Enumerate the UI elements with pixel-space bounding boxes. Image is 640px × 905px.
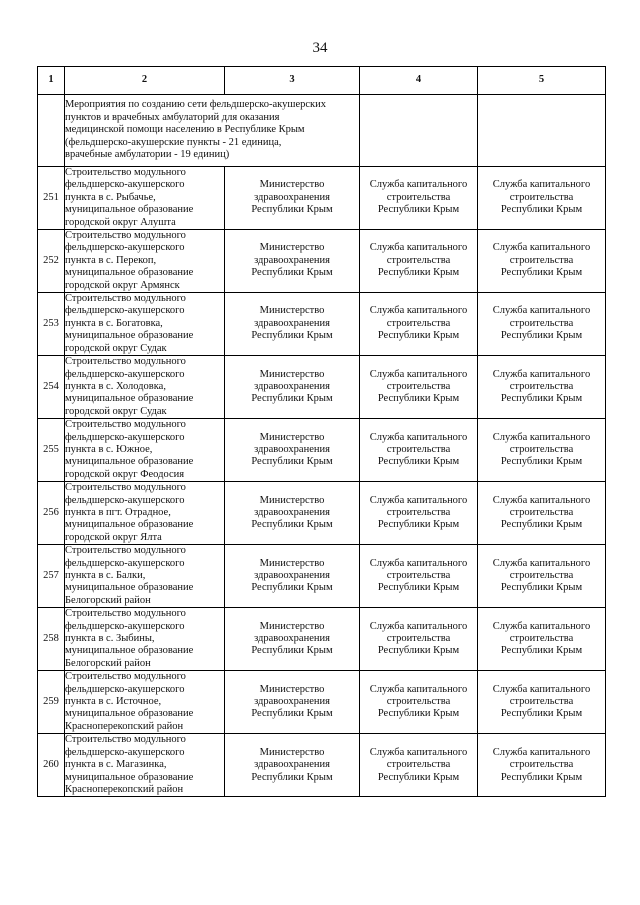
measure-name-line: Строительство модульного (65, 734, 186, 746)
measure-name (65, 356, 225, 419)
executor-line: Республики Крым (377, 267, 460, 279)
responsible-ministry-line: Министерство (259, 305, 325, 317)
row-number: 255 (38, 419, 65, 482)
responsible-ministry-line: Министерство (259, 746, 325, 758)
responsible-ministry (225, 230, 360, 293)
table-row (38, 671, 606, 734)
executor-line: Служба капитального (369, 683, 468, 695)
executor-line: Служба капитального (369, 179, 468, 191)
measures-table (37, 66, 606, 797)
measure-name-line: муниципальное образование (65, 582, 194, 594)
measure-name-line: Строительство модульного (65, 545, 186, 557)
responsible-ministry-line: здравоохранения (254, 380, 330, 392)
responsible-ministry-line: здравоохранения (254, 506, 330, 518)
responsible-ministry (225, 419, 360, 482)
measure-name-line: пункта в с. Холодовка, (65, 380, 166, 392)
executor-line: строительства (386, 506, 451, 518)
measure-name (65, 167, 225, 230)
measure-name-line: пункта в с. Богатовка, (65, 317, 163, 329)
measure-name-line: фельдшерско-акушерского (65, 431, 185, 443)
measure-name (65, 545, 225, 608)
executor-line: строительства (386, 633, 451, 645)
responsible-ministry-line: Министерство (259, 620, 325, 632)
executor-line: строительства (386, 191, 451, 203)
section-row (38, 95, 606, 167)
measure-name-line: городской округ Судак (65, 342, 167, 354)
table-row (38, 167, 606, 230)
measure-name-line: Строительство модульного (65, 608, 186, 620)
row-number: 251 (38, 167, 65, 230)
customer-line: строительства (509, 759, 574, 771)
section-num-cell (38, 95, 65, 167)
responsible-ministry (225, 608, 360, 671)
section-title-line: (фельдшерско-акушерские пункты - 21 единица, (65, 136, 282, 148)
executor-line: Республики Крым (377, 204, 460, 216)
responsible-ministry-line: здравоохранения (254, 633, 330, 645)
customer (478, 293, 606, 356)
measure-name-line: муниципальное образование (65, 519, 194, 531)
measure-name (65, 608, 225, 671)
measure-name-line: фельдшерско-акушерского (65, 494, 185, 506)
responsible-ministry-line: здравоохранения (254, 254, 330, 266)
measure-name-line: муниципальное образование (65, 267, 194, 279)
customer (478, 482, 606, 545)
row-number: 252 (38, 230, 65, 293)
customer (478, 419, 606, 482)
customer-line: строительства (509, 254, 574, 266)
table-row (38, 734, 606, 797)
table-row (38, 608, 606, 671)
responsible-ministry-line: здравоохранения (254, 759, 330, 771)
executor (360, 356, 478, 419)
measure-name-line: Строительство модульного (65, 293, 186, 305)
measure-name-line: Строительство модульного (65, 482, 186, 494)
customer-line: Республики Крым (500, 204, 583, 216)
executor (360, 230, 478, 293)
responsible-ministry-line: Министерство (259, 368, 325, 380)
responsible-ministry-line: Министерство (259, 242, 325, 254)
executor-line: Республики Крым (377, 708, 460, 720)
measure-name-line: городской округ Армянск (65, 279, 180, 291)
section-title-line: медицинской помощи населению в Республике Крым (65, 124, 305, 136)
measure-name-line: муниципальное образование (65, 771, 194, 783)
customer (478, 734, 606, 797)
customer (478, 230, 606, 293)
customer-line: Служба капитального (492, 179, 591, 191)
responsible-ministry-line: Республики Крым (251, 582, 333, 594)
customer (478, 545, 606, 608)
measure-name-line: Красноперекопский район (65, 783, 184, 795)
section-title (65, 95, 360, 167)
table-row (38, 356, 606, 419)
responsible-ministry-line: Министерство (259, 557, 325, 569)
executor (360, 419, 478, 482)
executor-line: Республики Крым (377, 771, 460, 783)
responsible-ministry-line: Республики Крым (251, 519, 333, 531)
executor (360, 608, 478, 671)
customer-line: Служба капитального (492, 368, 591, 380)
measure-name-line: пункта в с. Балки, (65, 570, 146, 581)
executor-line: Республики Крым (377, 330, 460, 342)
customer-line: строительства (509, 506, 574, 518)
responsible-ministry-line: здравоохранения (254, 191, 330, 203)
measure-name (65, 230, 225, 293)
row-number: 259 (38, 671, 65, 734)
measure-name-line: муниципальное образование (65, 708, 194, 720)
responsible-ministry-line: Республики Крым (251, 645, 333, 657)
responsible-ministry-line: Министерство (259, 179, 325, 191)
column-number-3: 3 (225, 67, 360, 95)
measure-name-line: Белогорский район (65, 594, 151, 606)
responsible-ministry-line: Республики Крым (251, 771, 333, 783)
page-number: 34 (312, 40, 328, 56)
customer (478, 608, 606, 671)
measure-name (65, 293, 225, 356)
measure-name-line: пункта в с. Зыбины, (65, 633, 155, 645)
customer-line: Республики Крым (500, 645, 583, 657)
customer-line: Республики Крым (500, 771, 583, 783)
responsible-ministry-line: здравоохранения (254, 443, 330, 455)
customer-line: строительства (509, 633, 574, 645)
executor-line: Республики Крым (377, 393, 460, 405)
measure-name-line: Строительство модульного (65, 230, 186, 242)
section-col5-cell (478, 95, 606, 167)
column-number-row (38, 67, 606, 95)
customer (478, 671, 606, 734)
customer-line: Служба капитального (492, 620, 591, 632)
measure-name (65, 671, 225, 734)
table-row (38, 293, 606, 356)
customer-line: строительства (509, 696, 574, 708)
measure-name-line: городской округ Судак (65, 405, 167, 417)
measure-name-line: пункта в с. Источное, (65, 696, 162, 708)
measure-name-line: пункта в с. Перекоп, (65, 254, 157, 266)
responsible-ministry-line: Министерство (259, 431, 325, 443)
executor-line: Республики Крым (377, 519, 460, 531)
executor (360, 671, 478, 734)
measure-name-line: муниципальное образование (65, 456, 194, 468)
responsible-ministry-line: Министерство (259, 683, 325, 695)
column-number-4: 4 (360, 67, 478, 95)
column-number-2: 2 (65, 67, 225, 95)
table-row (38, 482, 606, 545)
customer-line: строительства (509, 570, 574, 581)
customer-line: Республики Крым (500, 267, 583, 279)
customer-line: Служба капитального (492, 242, 591, 254)
customer (478, 167, 606, 230)
executor-line: строительства (386, 570, 451, 581)
executor-line: строительства (386, 254, 451, 266)
measure-name-line: муниципальное образование (65, 204, 194, 216)
customer-line: Служба капитального (492, 746, 591, 758)
customer-line: Республики Крым (500, 519, 583, 531)
row-number: 256 (38, 482, 65, 545)
executor (360, 167, 478, 230)
customer-line: Служба капитального (492, 557, 591, 569)
customer-line: строительства (509, 317, 574, 329)
responsible-ministry-line: здравоохранения (254, 317, 330, 329)
executor-line: Служба капитального (369, 620, 468, 632)
column-number-1: 1 (38, 67, 65, 95)
measure-name-line: Строительство модульного (65, 419, 186, 431)
executor-line: Служба капитального (369, 557, 468, 569)
measure-name-line: муниципальное образование (65, 645, 194, 657)
measure-name-line: пункта в с. Южное, (65, 443, 153, 455)
table-row (38, 419, 606, 482)
measure-name-line: городской округ Алушта (65, 216, 176, 228)
responsible-ministry-line: Республики Крым (251, 204, 333, 216)
responsible-ministry-line: Республики Крым (251, 708, 333, 720)
measure-name-line: муниципальное образование (65, 393, 194, 405)
customer-line: Служба капитального (492, 431, 591, 443)
measure-name-line: пункта в с. Магазинка, (65, 759, 167, 771)
measure-name-line: фельдшерско-акушерского (65, 179, 185, 191)
customer-line: Республики Крым (500, 456, 583, 468)
table-row (38, 545, 606, 608)
customer-line: строительства (509, 191, 574, 203)
executor (360, 734, 478, 797)
responsible-ministry (225, 356, 360, 419)
measure-name-line: муниципальное образование (65, 330, 194, 342)
responsible-ministry-line: Республики Крым (251, 267, 333, 279)
measure-name-line: фельдшерско-акушерского (65, 683, 185, 695)
row-number: 254 (38, 356, 65, 419)
customer-line: Республики Крым (500, 330, 583, 342)
measure-name-line: фельдшерско-акушерского (65, 557, 185, 569)
measure-name-line: Белогорский район (65, 657, 151, 669)
measure-name (65, 482, 225, 545)
responsible-ministry (225, 671, 360, 734)
executor-line: Служба капитального (369, 746, 468, 758)
measure-name-line: городской округ Феодосия (65, 468, 185, 480)
executor-line: Республики Крым (377, 645, 460, 657)
executor-line: Служба капитального (369, 368, 468, 380)
responsible-ministry (225, 482, 360, 545)
responsible-ministry-line: Республики Крым (251, 330, 333, 342)
section-title-line: врачебные амбулатории - 19 единиц) (65, 149, 230, 161)
executor-line: строительства (386, 380, 451, 392)
customer-line: Республики Крым (500, 708, 583, 720)
executor-line: Республики Крым (377, 582, 460, 594)
customer-line: Служба капитального (492, 305, 591, 317)
responsible-ministry (225, 293, 360, 356)
responsible-ministry (225, 734, 360, 797)
row-number: 253 (38, 293, 65, 356)
customer-line: строительства (509, 443, 574, 455)
responsible-ministry-line: Министерство (259, 494, 325, 506)
measure-name-line: городской округ Ялта (65, 531, 162, 543)
executor-line: строительства (386, 759, 451, 771)
section-title-line: Мероприятия по созданию сети фельдшерско-акушерских (65, 99, 326, 111)
measure-name-line: Строительство модульного (65, 671, 186, 683)
measure-name-line: пункта в пгт. Отрадное, (65, 506, 171, 518)
measure-name-line: фельдшерско-акушерского (65, 746, 185, 758)
executor-line: Служба капитального (369, 431, 468, 443)
executor-line: строительства (386, 443, 451, 455)
measure-name-line: фельдшерско-акушерского (65, 620, 185, 632)
measure-name-line: фельдшерско-акушерского (65, 305, 185, 317)
responsible-ministry (225, 167, 360, 230)
customer-line: строительства (509, 380, 574, 392)
executor (360, 545, 478, 608)
row-number: 260 (38, 734, 65, 797)
measure-name (65, 419, 225, 482)
responsible-ministry-line: Республики Крым (251, 456, 333, 468)
row-number: 257 (38, 545, 65, 608)
measure-name-line: пункта в с. Рыбачье, (65, 191, 156, 203)
executor-line: Служба капитального (369, 494, 468, 506)
customer (478, 356, 606, 419)
executor (360, 482, 478, 545)
measure-name-line: Строительство модульного (65, 356, 186, 368)
executor (360, 293, 478, 356)
measure-name (65, 734, 225, 797)
customer-line: Республики Крым (500, 582, 583, 594)
responsible-ministry-line: здравоохранения (254, 570, 330, 581)
responsible-ministry (225, 545, 360, 608)
executor-line: Служба капитального (369, 242, 468, 254)
responsible-ministry-line: здравоохранения (254, 696, 330, 708)
section-title-line: пунктов и врачебных амбулаторий для оказания (65, 111, 280, 123)
measure-name-line: фельдшерско-акушерского (65, 242, 185, 254)
customer-line: Республики Крым (500, 393, 583, 405)
customer-line: Служба капитального (492, 494, 591, 506)
section-col4-cell (360, 95, 478, 167)
column-number-5: 5 (478, 67, 606, 95)
measure-name-line: Строительство модульного (65, 167, 186, 178)
executor-line: строительства (386, 696, 451, 708)
measure-name-line: фельдшерско-акушерского (65, 368, 185, 380)
responsible-ministry-line: Республики Крым (251, 393, 333, 405)
row-number: 258 (38, 608, 65, 671)
executor-line: Республики Крым (377, 456, 460, 468)
measure-name-line: Красноперекопский район (65, 720, 184, 732)
table-row (38, 230, 606, 293)
executor-line: строительства (386, 317, 451, 329)
executor-line: Служба капитального (369, 305, 468, 317)
customer-line: Служба капитального (492, 683, 591, 695)
